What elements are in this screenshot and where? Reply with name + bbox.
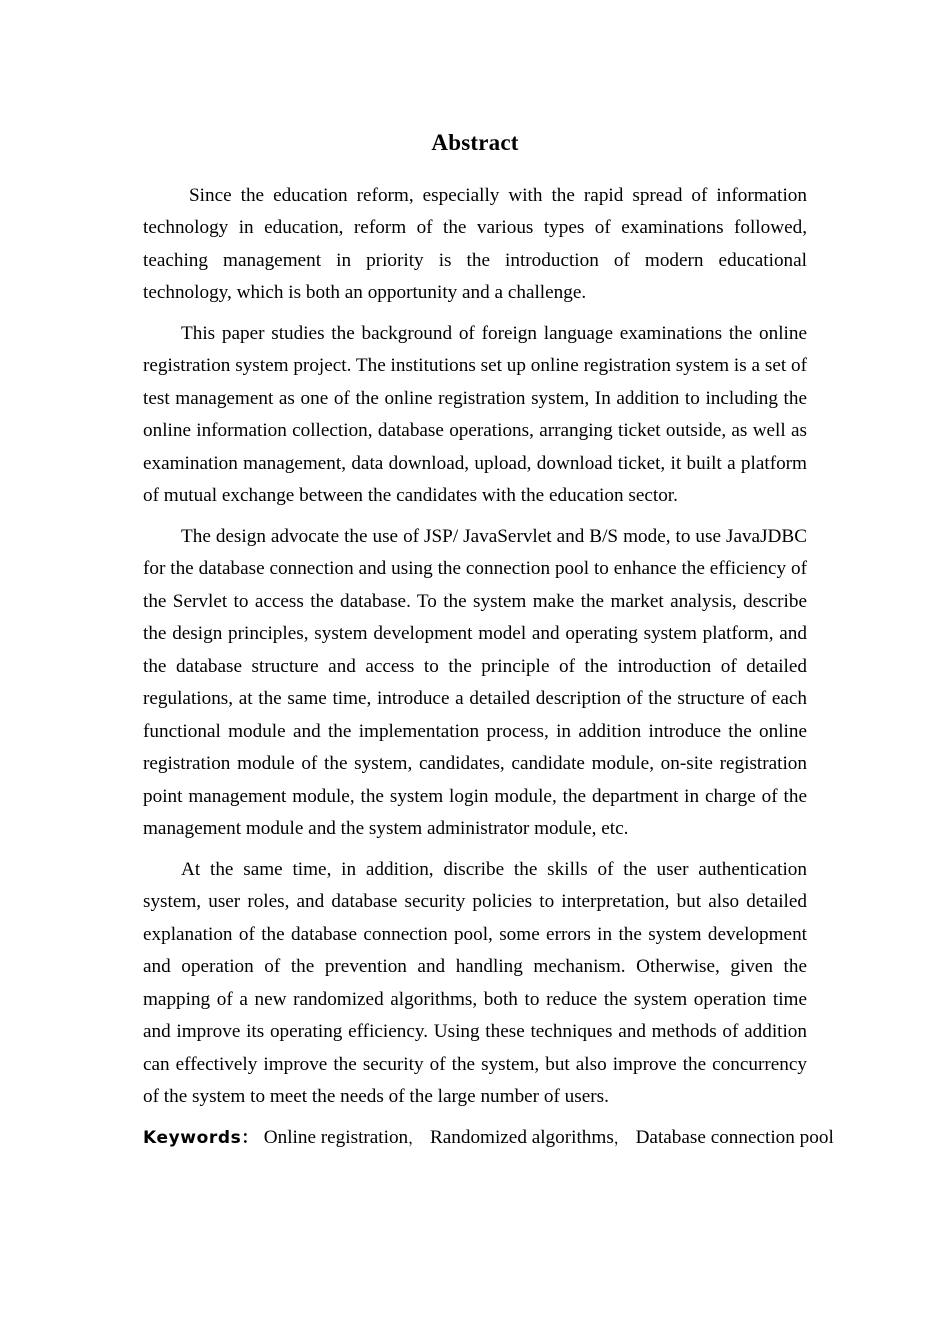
abstract-paragraph-3: The design advocate the use of JSP/ JavaServlet and B/S mode, to use JavaJDBC for the database connection and using the connection pool to enhance the efficiency of the Servlet to access the database. To the system make the market analysis, describe the design principles, system development model and operating system platform, and the database structure and access to the principle of the introduction of detailed regulations, at the same time, introduce a detailed description of the structure of each functional module and the implementation process, in addition introduce the online registration module of the system, candidates, candidate module, on-site registration point management module, the system login module, the department in charge of the management module and the system administrator module, etc. bbox=[143, 525, 807, 840]
keyword-item: Randomized algorithms bbox=[429, 1126, 614, 1148]
abstract-section bbox=[143, 128, 834, 1154]
abstract-paragraph-4: At the same time, in addition, discribe the skills of the user authentication system, user roles, and database security policies to interpretation, but also detailed explanation of the database connection pool, some errors in the system development and operation of the prevention and handling mechanism. Otherwise, given the mapping of a new randomized algorithms, both to reduce the system operation time and improve its operating efficiency. Using these techniques and methods of addition can effectively improve the security of the system, but also improve the concurrency of the system to meet the needs of the large number of users. bbox=[143, 858, 807, 1108]
keyword-item: Database connection pool bbox=[635, 1126, 834, 1148]
keywords-values bbox=[259, 1127, 834, 1148]
keyword-item: Online registration bbox=[263, 1126, 409, 1148]
keywords-label: Keywords： bbox=[143, 1127, 259, 1148]
abstract-paragraph-2: This paper studies the background of foreign language examinations the online registration system project. The institutions set up online registration system is a set of test management as one of the online registration system, In addition to including the online information collection, database operations, arranging ticket outside, as well as examination management, data download, upload, download ticket, it built a platform of mutual exchange between the candidates with the education sector. bbox=[143, 322, 807, 507]
page-title: Abstract bbox=[431, 130, 519, 155]
keyword-separator: ， bbox=[613, 1128, 634, 1147]
keyword-separator: ， bbox=[408, 1128, 428, 1147]
abstract-paragraph-1: Since the education reform, especially with the rapid spread of information technology in education, reform of the various types of examinations followed, teaching management in priority is the introduction of modern educational technology, which is both an opportunity and a challenge. bbox=[143, 184, 807, 304]
keywords-line bbox=[143, 1122, 834, 1155]
